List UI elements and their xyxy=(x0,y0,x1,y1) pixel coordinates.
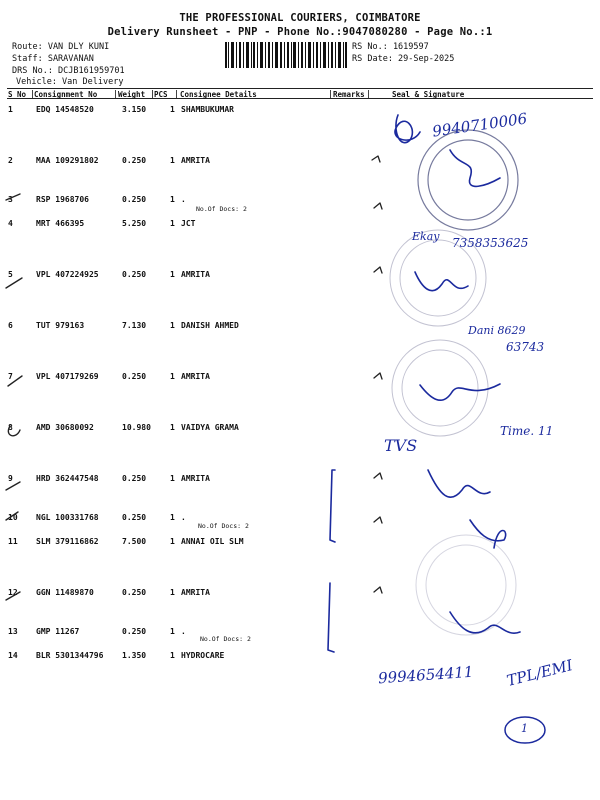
row-sno: 11 xyxy=(8,537,18,546)
row-weight: 10.980 xyxy=(122,423,151,432)
row-pcs: 1 xyxy=(170,195,175,204)
seal-stamp xyxy=(418,130,518,230)
row-pcs: 1 xyxy=(170,423,175,432)
row-weight: 0.250 xyxy=(122,195,147,204)
row-sno: 12 xyxy=(8,588,18,597)
handwritten-note: Time. 11 xyxy=(500,424,554,438)
row-consignment: TUT 979163 xyxy=(36,321,85,330)
col-header-remarks: Remarks xyxy=(333,90,365,99)
row-weight: 0.250 xyxy=(122,156,147,165)
row-pcs: 1 xyxy=(170,651,175,660)
row-consignee: AMRITA xyxy=(181,372,210,381)
row-sno: 7 xyxy=(8,372,13,381)
row-sno: 4 xyxy=(8,219,13,228)
row-docs-note: No.Of Docs: 2 xyxy=(196,205,247,213)
handwritten-note: 63743 xyxy=(506,340,545,354)
tick-marks xyxy=(6,194,22,600)
row-sno: 13 xyxy=(8,627,18,636)
row-pcs: 1 xyxy=(170,513,175,522)
col-header-seal: Seal & Signature xyxy=(392,90,465,99)
row-weight: 7.500 xyxy=(122,537,147,546)
page-title: THE PROFESSIONAL COURIERS, COIMBATORE xyxy=(179,12,421,24)
row-consignee: SHAMBUKUMAR xyxy=(181,105,234,114)
row-consignment: MRT 466395 xyxy=(36,219,85,228)
row-pcs: 1 xyxy=(170,537,175,546)
row-consignee: . xyxy=(181,513,186,522)
seal-stamp xyxy=(392,340,488,436)
row-pcs: 1 xyxy=(170,372,175,381)
row-consignment: GGN 11489870 xyxy=(36,588,94,597)
row-consignee: DANISH AHMED xyxy=(181,321,239,330)
row-consignment: NGL 100331768 xyxy=(36,513,99,522)
row-sno: 14 xyxy=(8,651,18,660)
row-pcs: 1 xyxy=(170,156,175,165)
page-subtitle: Delivery Runsheet - PNP - Phone No.:9047080280 - Page No.:1 xyxy=(107,26,493,38)
row-consignment: BLR 5301344796 xyxy=(36,651,104,660)
staff-text: Staff: SARAVANAN xyxy=(12,54,94,64)
signature xyxy=(328,115,520,652)
row-docs-note: No.Of Docs: 2 xyxy=(200,635,251,643)
row-consignment: AMD 30680092 xyxy=(36,423,94,432)
route-text: Route: VAN DLY KUNI xyxy=(12,42,110,52)
row-weight: 1.350 xyxy=(122,651,147,660)
row-weight: 3.150 xyxy=(122,105,147,114)
row-consignment: VPL 407224925 xyxy=(36,270,99,279)
row-sno: 5 xyxy=(8,270,13,279)
row-consignee: HYDROCARE xyxy=(181,651,225,660)
row-weight: 5.250 xyxy=(122,219,147,228)
row-pcs: 1 xyxy=(170,270,175,279)
row-consignee: JCT xyxy=(181,219,196,228)
row-weight: 0.250 xyxy=(122,627,147,636)
row-consignment: GMP 11267 xyxy=(36,627,80,636)
col-header-sno: S No xyxy=(8,90,27,99)
row-consignee: . xyxy=(181,195,186,204)
row-pcs: 1 xyxy=(170,321,175,330)
row-consignment: MAA 109291802 xyxy=(36,156,99,165)
rs-date: RS Date: 29-Sep-2025 xyxy=(352,54,455,64)
col-header-consignment: Consignment No xyxy=(34,90,98,99)
handwritten-note: TVS xyxy=(384,436,418,455)
row-consignee: ANNAI OIL SLM xyxy=(181,537,244,546)
col-header-consignee: Consignee Details xyxy=(180,90,257,99)
row-sno: 1 xyxy=(8,105,13,114)
row-sno: 9 xyxy=(8,474,13,483)
col-header-weight: Weight xyxy=(118,90,146,99)
row-consignment: RSP 1968706 xyxy=(36,195,89,204)
row-weight: 0.250 xyxy=(122,588,147,597)
remark-marks xyxy=(372,156,382,593)
row-sno: 6 xyxy=(8,321,13,330)
row-consignee: AMRITA xyxy=(181,156,210,165)
row-docs-note: No.Of Docs: 2 xyxy=(198,522,249,530)
row-pcs: 1 xyxy=(170,588,175,597)
handwritten-note: TPL/EMI xyxy=(504,656,575,690)
row-sno: 2 xyxy=(8,156,13,165)
row-weight: 0.250 xyxy=(122,270,147,279)
row-consignee: AMRITA xyxy=(181,588,210,597)
row-consignee: VAIDYA GRAMA xyxy=(181,423,239,432)
row-pcs: 1 xyxy=(170,627,175,636)
row-consignment: VPL 407179269 xyxy=(36,372,99,381)
rs-number: RS No.: 1619597 xyxy=(352,42,429,52)
row-consignment: HRD 362447548 xyxy=(36,474,99,483)
row-consignee: AMRITA xyxy=(181,270,210,279)
row-sno: 10 xyxy=(8,513,18,522)
handwritten-phone: 7358353625 xyxy=(452,236,529,250)
row-weight: 7.130 xyxy=(122,321,147,330)
vehicle-text: Vehicle: Van Delivery xyxy=(16,77,124,87)
handwritten-note: Ekay xyxy=(412,230,440,243)
row-weight: 0.250 xyxy=(122,474,147,483)
handwritten-phone: 9994654411 xyxy=(377,662,474,688)
drs-number: DRS No.: DCJB161959701 xyxy=(12,66,125,76)
row-consignee: . xyxy=(181,627,186,636)
handwritten-phone: 9940710006 xyxy=(431,109,529,141)
row-consignment: SLM 379116862 xyxy=(36,537,99,546)
row-pcs: 1 xyxy=(170,105,175,114)
row-sno: 3 xyxy=(8,195,13,204)
handwritten-note: Dani 8629 xyxy=(468,324,526,337)
row-pcs: 1 xyxy=(170,474,175,483)
seal-stamp xyxy=(416,535,516,635)
row-pcs: 1 xyxy=(170,219,175,228)
row-consignment: EDQ 14548520 xyxy=(36,105,94,114)
row-consignee: AMRITA xyxy=(181,474,210,483)
col-header-pcs: PCS xyxy=(154,90,168,99)
row-weight: 0.250 xyxy=(122,513,147,522)
row-weight: 0.250 xyxy=(122,372,147,381)
row-sno: 8 xyxy=(8,423,13,432)
handwritten-note: 1 xyxy=(521,722,528,735)
